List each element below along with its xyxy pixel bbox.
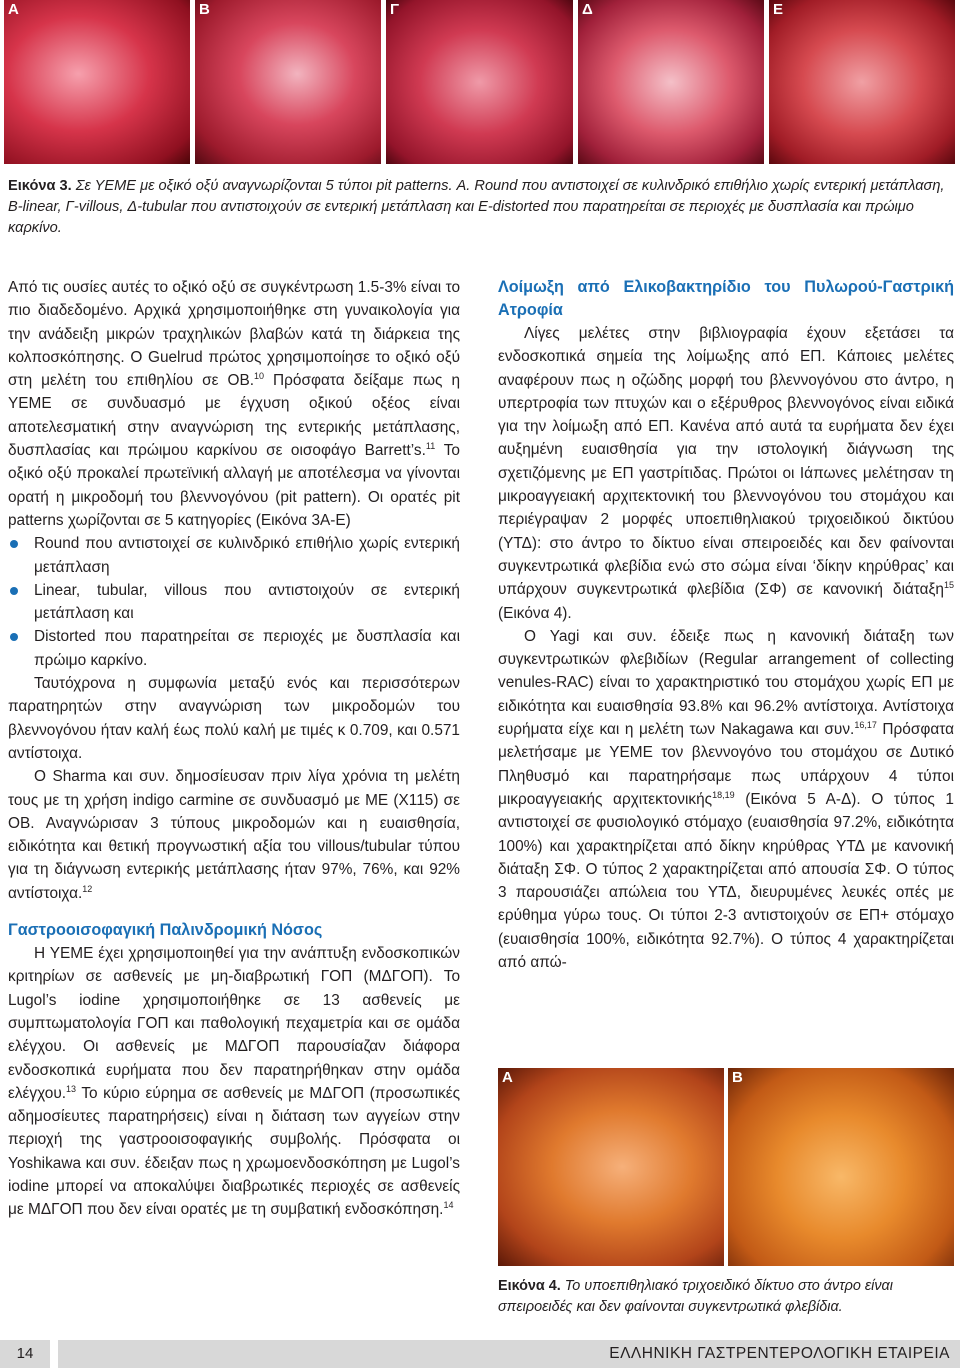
- section-heading: Γαστροοισοφαγική Παλινδρομική Νόσος: [8, 921, 323, 940]
- panel-label: B: [732, 1069, 743, 1086]
- text: (Εικόνα 4).: [498, 604, 572, 622]
- text: Πρόσφατα δείξαμε πως η ΥΕΜΕ σε συνδυασμό με έγχυση οξικού οξέος είναι αποτελεσματική στην αναγνώριση της εντερικής μετάπλασης, δυσπλασίας και πρώιμου καρκίνου σε οισοφάγο Barrett’s.: [8, 372, 461, 460]
- panel-label: Γ: [390, 1, 400, 18]
- panel-label: A: [502, 1069, 513, 1086]
- bullet-item: [8, 579, 460, 626]
- paragraph: [498, 625, 954, 974]
- section-heading: Λοίμωξη από Ελικοβακτηρίδιο του Πυλωρού-Γαστρική Ατροφία: [498, 278, 954, 319]
- reference: 11: [425, 440, 436, 451]
- reference: 16,17: [854, 719, 877, 730]
- text: Το κύριο εύρημα σε ασθενείς με ΜΔΓΟΠ (προσωπικές αδημοσίευτες παρατηρήσεις) είναι η διάταση των αγγείων στην περιοχή της γαστροοισοφαγικής συμβολής. Πρόσφατα οι Yoshikawa και συν. έδειξαν πως η χρωμοενδοσκόπηση με Lugol’s iodine μπορεί να αποκαλύψει διαβρωτικές περιοχές σε ασθενείς με ΜΔΓΟΠ που δεν είναι ορατές με τη συμβατική ενδοσκόπηση.: [8, 1084, 460, 1219]
- right-column: [498, 276, 954, 974]
- figure3-panel-c: [386, 0, 573, 164]
- text: Λίγες μελέτες στην βιβλιογραφία έχουν εξετάσει τα ενδοσκοπικά σημεία της λοίμωξης από ΕΠ. Κάποιες μελέτες αναφέρουν πως η οζώδης μορφή του βλεννογόνου στο άντρο, η υπερτροφία των πτυχών και ο εξέρυθρος βλεννογόνος είναι ειδικά για την λοίμωξη από ΕΠ. Κανένα από αυτά τα ευρήματα δεν έχει αυξημένη ευαισθησία για την ιστολογική διάγνωση της σχετιζόμενης με ΕΠ γαστρίτιδας. Πρώτοι οι Ιάπωνες μελέτησαν τη μικροαγγειακή αρχιτεκτονική του βλεννογόνου του στομάχου και περιέγραψαν 2 μορφές υποεπιθηλιακού τριχοειδικού δικτύου (ΥΤΔ): στο άντρο το δίκτυο είναι σπειροειδές και δεν φαίνονται συγκεντρωτικά φλεβίδια ενώ στο σώμα είναι ‘δίκην κηρύθρας’ και υπάρχουν συγκεντρωτικά φλεβίδια (ΣΦ) σε κανονική διάταξη: [498, 325, 954, 599]
- text: (Εικόνα 5 Α-Δ). Ο τύπος 1 αντιστοιχεί σε φυσιολογικό στόμαχο (ευαισθησία 97.2%, ειδικότητα 100%) και χαρακτηρίζεται από δίκην κηρύθρας ΥΤΔ με κανονική διάταξη ΣΦ. Ο τύπος 2 χαρακτηρίζεται από απουσία ΣΦ. Ο τύπος 3 παρουσιάζει απώλεια του ΥΤΔ, διευρυμένες λευκές οπές με ερύθημα γύρω τους. Οι τύποι 2-3 αντιστοιχούν σε ΕΠ+ στόμαχο (ευαισθησία 100%, ειδικότητα 92.7%). Ο τύπος 4 χαρακτηρίζεται από απώ-: [498, 790, 954, 972]
- figure3-panel-e: [769, 0, 955, 164]
- left-column: [8, 276, 460, 1222]
- reference: 10: [254, 371, 265, 382]
- paragraph: [8, 765, 460, 905]
- reference: 13: [66, 1083, 77, 1094]
- figure3-panel-b: [195, 0, 381, 164]
- panel-label: E: [773, 1, 784, 18]
- figure3-caption-label: Εικόνα 3.: [8, 178, 72, 194]
- journal-name: ΕΛΛΗΝΙΚΗ ΓΑΣΤΡΕΝΤΕΡΟΛΟΓΙΚΗ ΕΤΑΙΡΕΙΑ: [609, 1345, 950, 1362]
- text: Ο Yagi και συν. έδειξε πως η κανονική διάταξη των συγκεντρωτικών φλεβιδίων (Regular arrangement of collecting venules-RAC) είναι το χαρακτηριστικό του στομάχου χωρίς ΕΠ με ειδικότητα και ευαισθησία 93.8% και 96.2% αντίστοιχα. Αντίστοιχα ευρήματα είχε και η μελέτη των Nakagawa και συν.: [498, 627, 954, 739]
- figure3-caption-text: Σε ΥΕΜΕ με οξικό οξύ αναγνωρίζονται 5 τύποι pit patterns. Α. Round που αντιστοιχεί σε κυλινδρικό επιθήλιο χωρίς εντερική μετάπλαση, Β-linear, Γ-villous, Δ-tubular που αντιστοιχούν σε εντερική μετάπλαση και Ε-distorted που παρατηρείται σε περιοχές με δυσπλασία και πρώιμο καρκίνο.: [8, 178, 945, 236]
- bullet-item: [8, 532, 460, 579]
- bullet-icon: [10, 587, 18, 595]
- panel-label: Δ: [582, 1, 593, 18]
- reference: 12: [82, 883, 93, 894]
- figure3-panel-a: [4, 0, 190, 164]
- footer-bar: [58, 1340, 960, 1368]
- figure4-caption: [498, 1276, 954, 1318]
- text: Ο Sharma και συν. δημοσίευσαν πριν λίγα χρόνια τη μελέτη τους με τη χρήση indigo carmine σε συνδυασμό με ΜΕ (Χ115) σε ΟΒ. Αναγνώρισαν 3 τύπους μικροδομών και η ευαισθησία, ειδικότητα και θετική προγνωστική αξία του villous/tubular τύπου για τη διάγνωση εντερικής μετάπλασης ήταν 97%, 76%, και 92% αντίστοιχα.: [8, 768, 460, 902]
- text: Πρόσφατα μελετήσαμε με ΥΕΜΕ τον βλεννογόνο του στομάχου σε Δυτικό Πληθυσμό και παρατηρήσαμε πως υπάρχουν 4 τύποι μικροαγγειακής αρχιτεκτονικής: [498, 721, 954, 808]
- page-number: 14: [0, 1340, 50, 1368]
- figure4-panel-b: [728, 1068, 954, 1266]
- figure4-panel-a: [498, 1068, 724, 1266]
- reference: 15: [943, 580, 954, 591]
- figure3-caption: [8, 176, 954, 239]
- text: Από τις ουσίες αυτές το οξικό οξύ σε συγκέντρωση 1.5-3% είναι το πιο διαδεδομένο. Αρχικά χρησιμοποιήθηκε στη γυναικολογία για την ανάδειξη μικρών τραχηλικών βλαβών κατά τη διάρκεια της κολποσκόπησης. Ο Guelrud πρώτος χρησιμοποίησε το οξικό οξύ στη μελέτη του επιθηλίου σε ΟΒ.: [8, 279, 460, 390]
- paragraph: Ταυτόχρονα η συμφωνία μεταξύ ενός και περισσότερων παρατηρητών στην αναγνώριση των μικροδομών του βλεννογόνου ήταν καλή έως πολύ καλή με τιμές κ 0.709, και 0.571 αντίστοιχα.: [8, 675, 460, 762]
- bullet-icon: [10, 540, 18, 548]
- text: Linear, tubular, villous που αντιστοιχούν σε εντερική μετάπλαση και: [34, 581, 460, 623]
- paragraph: [8, 276, 460, 532]
- panel-label: A: [8, 1, 19, 18]
- paragraph: [8, 942, 460, 1222]
- figure3-panel-d: [578, 0, 764, 164]
- bullet-icon: [10, 633, 18, 641]
- figure4-caption-label: Εικόνα 4.: [498, 1278, 561, 1294]
- text: Το οξικό οξύ προκαλεί πρωτεϊνική αλλαγή με αποτέλεσμα να γίνονται ορατή η μικροδομή του βλεννογόνου (pit pattern). Οι ορατές pit patterns χωρίζονται σε 5 κατηγορίες (Εικόνα 3Α-Ε): [8, 442, 460, 529]
- bullet-item: [8, 625, 460, 672]
- text: Round που αντιστοιχεί σε κυλινδρικό επιθήλιο χωρίς εντερική μετάπλαση: [34, 535, 460, 576]
- panel-label: B: [199, 1, 210, 18]
- text: Η ΥΕΜΕ έχει χρησιμοποιηθεί για την ανάπτυξη ενδοσκοπικών κριτηρίων σε ασθενείς με μη-διαβρωτική ΓΟΠ (ΜΔΓΟΠ). Το Lugol’s iodine χρησιμοποιήθηκε σε 13 ασθενείς με συμπτωματολογία ΓΟΠ και παθολογική πεχαμετρία και σε ομάδα ελέγχου. Οι ασθενείς με ΜΔΓΟΠ παρουσίαζαν διάφορα ενδοσκοπικά ευρήματα που δεν παρατηρήθηκαν στην ομάδα ελέγχου.: [8, 945, 460, 1102]
- reference: 14: [443, 1200, 454, 1211]
- reference: 18,19: [712, 789, 735, 800]
- figure4-caption-text: Το υποεπιθηλιακό τριχοειδικό δίκτυο στο άντρο είναι σπειροειδές και δεν φαίνονται συγκεντρωτικά φλεβίδια.: [498, 1278, 893, 1315]
- paragraph: [498, 322, 954, 625]
- text: Distorted που παρατηρείται σε περιοχές με δυσπλασία και πρώιμο καρκίνο.: [34, 628, 460, 669]
